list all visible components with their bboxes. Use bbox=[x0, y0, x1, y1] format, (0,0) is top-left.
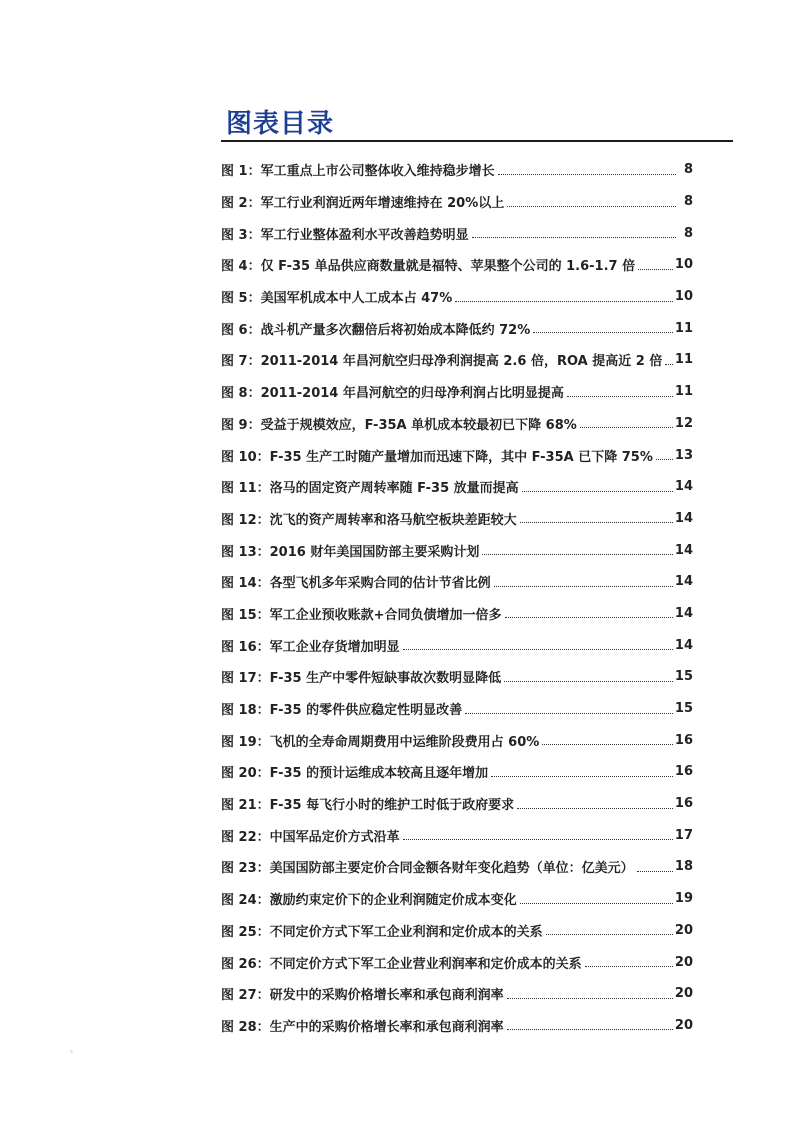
dot-leader bbox=[465, 712, 673, 714]
page-number: 11 bbox=[674, 320, 693, 336]
figure-number: 图 10： bbox=[221, 449, 270, 465]
figure-entry[interactable] bbox=[221, 915, 693, 947]
figure-title: F-35 每飞行小时的维护工时低于政府要求 bbox=[269, 798, 515, 814]
dot-leader bbox=[517, 807, 673, 809]
figure-title: 飞机的全寿命周期费用中运维阶段费用占 60% bbox=[269, 734, 540, 750]
dot-leader bbox=[522, 490, 673, 492]
figure-entry[interactable] bbox=[221, 1010, 693, 1042]
figure-entry[interactable] bbox=[221, 312, 693, 344]
figure-title: F-35 生产中零件短缺事故次数明显降低 bbox=[269, 671, 502, 687]
dot-leader bbox=[498, 173, 676, 175]
dot-leader bbox=[403, 838, 673, 840]
page-number: 14 bbox=[674, 542, 693, 558]
figure-title: F-35 的零件供应稳定性明显改善 bbox=[269, 703, 463, 719]
page-number: 20 bbox=[674, 922, 693, 938]
dot-leader bbox=[533, 331, 673, 333]
figure-entry[interactable] bbox=[221, 756, 693, 788]
figure-entry[interactable] bbox=[221, 851, 693, 883]
figure-entry[interactable] bbox=[221, 503, 693, 535]
figure-title: 美国军机成本中人工成本占 47% bbox=[260, 291, 453, 307]
heading-divider bbox=[221, 140, 733, 142]
dot-leader bbox=[482, 553, 673, 555]
figure-number: 图 3： bbox=[221, 227, 261, 243]
dot-leader bbox=[504, 680, 673, 682]
figure-title: F-35 生产工时随产量增加而迅速下降，其中 F-35A 已下降 75% bbox=[269, 449, 653, 465]
dot-leader bbox=[546, 933, 673, 935]
figure-entry[interactable] bbox=[221, 566, 693, 598]
figure-entry[interactable] bbox=[221, 376, 693, 408]
figure-number: 图 14： bbox=[221, 576, 270, 592]
figure-title: 研发中的采购价格增长率和承包商利润率 bbox=[269, 988, 504, 1004]
dot-leader bbox=[580, 426, 673, 428]
page-number: 11 bbox=[674, 352, 693, 368]
dot-leader bbox=[507, 1028, 673, 1030]
figure-number: 图 7： bbox=[221, 354, 261, 370]
figure-title: 仅 F-35 单品供应商数量就是福特、苹果整个公司的 1.6-1.7 倍 bbox=[260, 259, 636, 275]
page-number: 15 bbox=[674, 701, 693, 717]
page-number: 10 bbox=[674, 289, 693, 305]
figure-title: 中国军品定价方式沿革 bbox=[269, 829, 400, 845]
figure-number: 图 23： bbox=[221, 861, 270, 877]
figure-number: 图 5： bbox=[221, 291, 261, 307]
figure-title: 军工企业存货增加明显 bbox=[269, 639, 400, 655]
figure-entry[interactable] bbox=[221, 281, 693, 313]
dot-leader bbox=[638, 268, 673, 270]
figure-number: 图 18： bbox=[221, 703, 270, 719]
page-number: 16 bbox=[674, 732, 693, 748]
figure-number: 图 13： bbox=[221, 544, 270, 560]
figure-number: 图 26： bbox=[221, 956, 270, 972]
figure-title: 激励约束定价下的企业利润随定价成本变化 bbox=[269, 893, 517, 909]
page-number: 13 bbox=[674, 447, 693, 463]
figure-number: 图 8： bbox=[221, 386, 261, 402]
figure-list bbox=[221, 154, 693, 1041]
figure-entry[interactable] bbox=[221, 408, 693, 440]
page-number: 16 bbox=[674, 796, 693, 812]
figure-number: 图 24： bbox=[221, 893, 270, 909]
figure-title: 不同定价方式下军工企业营业利润率和定价成本的关系 bbox=[269, 956, 582, 972]
figure-number: 图 16： bbox=[221, 639, 270, 655]
figure-title: 受益于规模效应，F-35A 单机成本较最初已下降 68% bbox=[260, 417, 577, 433]
page-number: 14 bbox=[674, 637, 693, 653]
dot-leader bbox=[665, 363, 673, 365]
figure-number: 图 21： bbox=[221, 798, 270, 814]
page-number: 12 bbox=[674, 415, 693, 431]
dot-leader bbox=[656, 458, 673, 460]
figure-number: 图 9： bbox=[221, 417, 261, 433]
dot-leader bbox=[567, 395, 673, 397]
figure-entry[interactable] bbox=[221, 249, 693, 281]
figure-entry[interactable] bbox=[221, 693, 693, 725]
figure-entry[interactable] bbox=[221, 724, 693, 756]
figure-number: 图 4： bbox=[221, 259, 261, 275]
figure-number: 图 19： bbox=[221, 734, 270, 750]
figure-entry[interactable] bbox=[221, 471, 693, 503]
page-number: 17 bbox=[674, 827, 693, 843]
dot-leader bbox=[403, 648, 673, 650]
dot-leader bbox=[455, 300, 673, 302]
page-number: 15 bbox=[674, 669, 693, 685]
figure-entry[interactable] bbox=[221, 439, 693, 471]
figure-title: 美国国防部主要定价合同金额各财年变化趋势（单位：亿美元） bbox=[269, 861, 634, 877]
page-number: 19 bbox=[674, 891, 693, 907]
figure-number: 图 28： bbox=[221, 1019, 270, 1035]
page-number: 8 bbox=[683, 225, 693, 241]
figure-entry[interactable] bbox=[221, 819, 693, 851]
dot-leader bbox=[507, 997, 673, 999]
dot-leader bbox=[520, 902, 673, 904]
page-number: 20 bbox=[674, 986, 693, 1002]
figure-number: 图 2： bbox=[221, 196, 261, 212]
figure-entry[interactable] bbox=[221, 344, 693, 376]
toc-heading: 图表目录 bbox=[226, 109, 335, 139]
page-speck bbox=[70, 1050, 73, 1053]
figure-title: 军工行业利润近两年增速维持在 20%以上 bbox=[260, 196, 505, 212]
dot-leader bbox=[542, 743, 673, 745]
dot-leader bbox=[585, 965, 673, 967]
dot-leader bbox=[494, 585, 673, 587]
figure-number: 图 27： bbox=[221, 988, 270, 1004]
figure-entry[interactable] bbox=[221, 978, 693, 1010]
figure-number: 图 20： bbox=[221, 766, 270, 782]
figure-number: 图 22： bbox=[221, 829, 270, 845]
figure-entry[interactable] bbox=[221, 661, 693, 693]
dot-leader bbox=[491, 775, 673, 777]
figure-entry[interactable] bbox=[221, 788, 693, 820]
figure-title: 2016 财年美国国防部主要采购计划 bbox=[269, 544, 480, 560]
figure-title: 各型飞机多年采购合同的估计节省比例 bbox=[269, 576, 491, 592]
dot-leader bbox=[505, 616, 673, 618]
figure-title: 军工行业整体盈利水平改善趋势明显 bbox=[260, 227, 469, 243]
page-number: 14 bbox=[674, 605, 693, 621]
page-number: 10 bbox=[674, 257, 693, 273]
dot-leader bbox=[507, 205, 676, 207]
figure-number: 图 6： bbox=[221, 322, 261, 338]
page-number: 14 bbox=[674, 510, 693, 526]
figure-number: 图 17： bbox=[221, 671, 270, 687]
figure-title: 不同定价方式下军工企业利润和定价成本的关系 bbox=[269, 924, 543, 940]
page-number: 8 bbox=[683, 194, 693, 210]
figure-title: F-35 的预计运维成本较高且逐年增加 bbox=[269, 766, 489, 782]
page-number: 14 bbox=[674, 574, 693, 590]
dot-leader bbox=[637, 870, 673, 872]
figure-entry[interactable] bbox=[221, 186, 693, 218]
figure-title: 2011-2014 年昌河航空的归母净利润占比明显提高 bbox=[260, 386, 564, 402]
page-number: 14 bbox=[674, 479, 693, 495]
figure-title: 生产中的采购价格增长率和承包商利润率 bbox=[269, 1019, 504, 1035]
figure-number: 图 11： bbox=[221, 481, 270, 497]
dot-leader bbox=[520, 521, 673, 523]
figure-title: 沈飞的资产周转率和洛马航空板块差距较大 bbox=[269, 512, 517, 528]
page-number: 18 bbox=[674, 859, 693, 875]
figure-entry[interactable] bbox=[221, 629, 693, 661]
figure-number: 图 1： bbox=[221, 164, 261, 180]
page-number: 16 bbox=[674, 764, 693, 780]
page-number: 20 bbox=[674, 954, 693, 970]
figure-title: 洛马的固定资产周转率随 F-35 放量而提高 bbox=[269, 481, 519, 497]
figure-title: 军工企业预收账款+合同负债增加一倍多 bbox=[269, 607, 502, 623]
figure-entry[interactable] bbox=[221, 946, 693, 978]
figure-entry[interactable] bbox=[221, 154, 693, 186]
figure-entry[interactable] bbox=[221, 217, 693, 249]
figure-entry[interactable] bbox=[221, 883, 693, 915]
page-number: 8 bbox=[683, 162, 693, 178]
dot-leader bbox=[472, 236, 676, 238]
figure-title: 军工重点上市公司整体收入维持稳步增长 bbox=[260, 164, 495, 180]
page-number: 11 bbox=[674, 384, 693, 400]
figure-entry[interactable] bbox=[221, 534, 693, 566]
figure-number: 图 15： bbox=[221, 607, 270, 623]
figure-number: 图 12： bbox=[221, 512, 270, 528]
page-number: 20 bbox=[674, 1017, 693, 1033]
figure-number: 图 25： bbox=[221, 924, 270, 940]
figure-title: 战斗机产量多次翻倍后将初始成本降低约 72% bbox=[260, 322, 531, 338]
figure-title: 2011-2014 年昌河航空归母净利润提高 2.6 倍，ROA 提高近 2 倍 bbox=[260, 354, 663, 370]
figure-entry[interactable] bbox=[221, 598, 693, 630]
